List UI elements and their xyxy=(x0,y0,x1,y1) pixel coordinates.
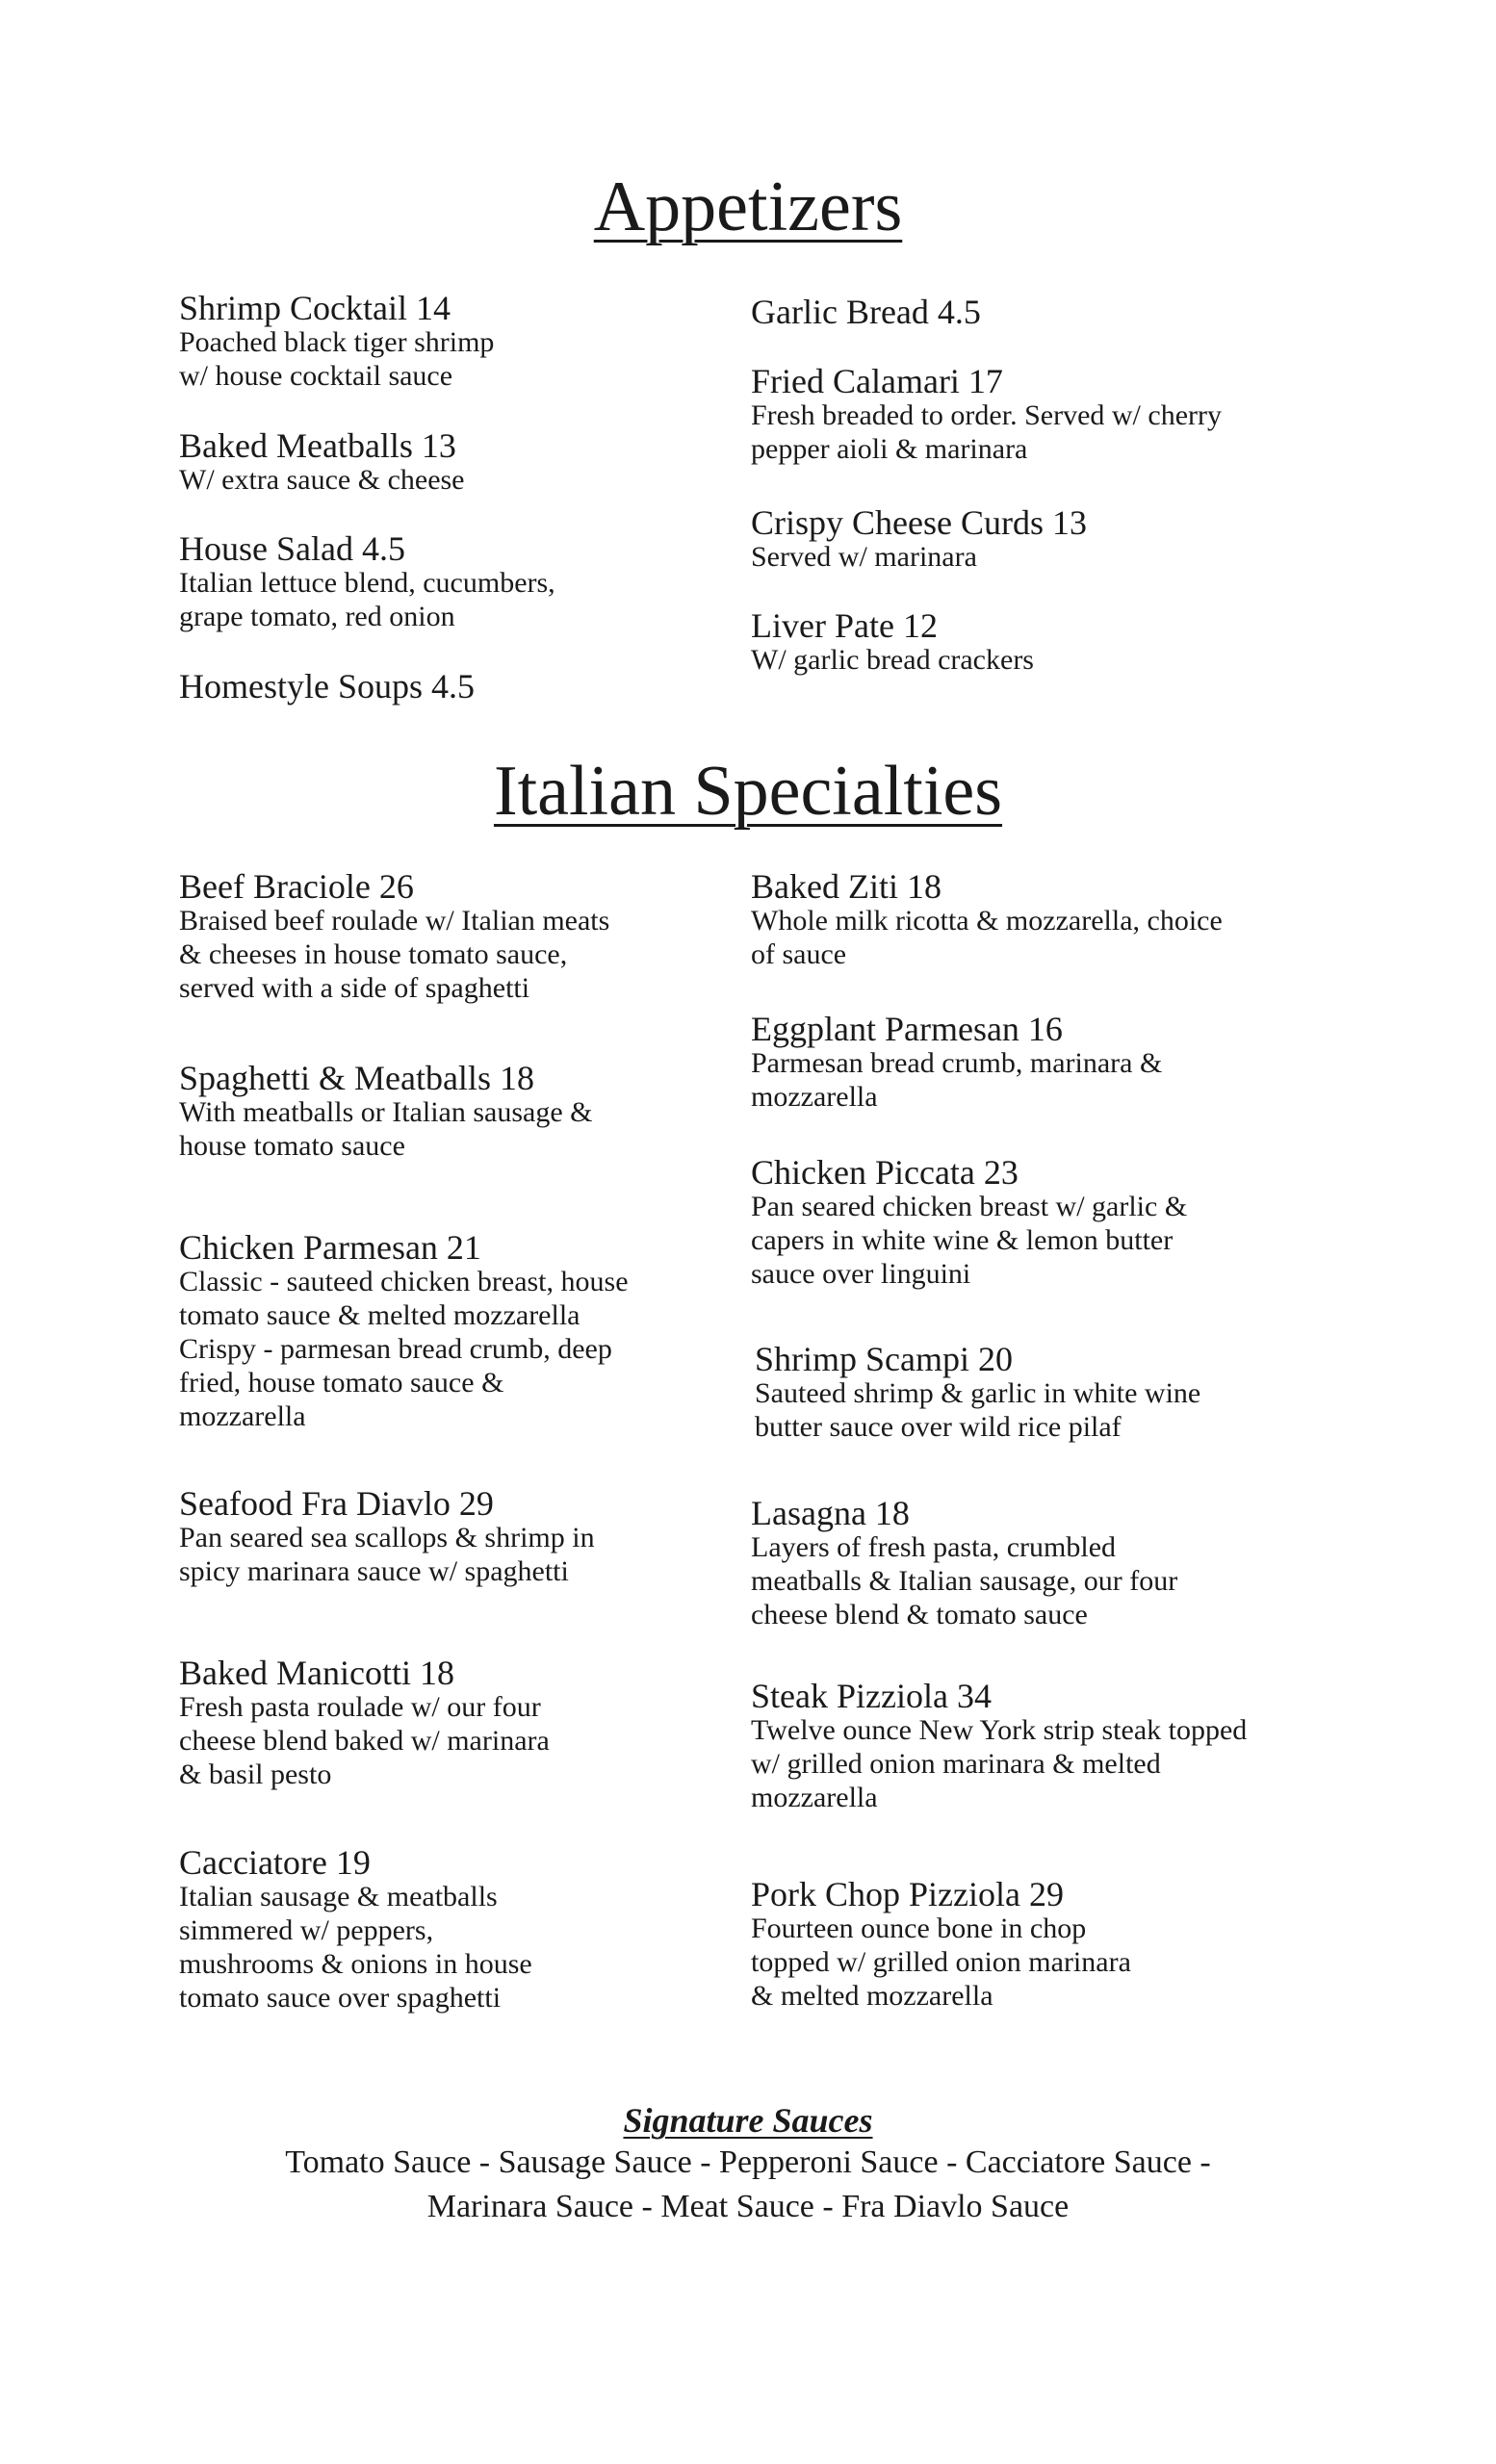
item-name: Eggplant Parmesan 16 xyxy=(751,1010,1063,1048)
item-description: Braised beef roulade w/ Italian meats & cheeses in house tomato sauce, served with a side of spaghetti xyxy=(179,905,610,1004)
signature-sauces xyxy=(0,2100,1496,2229)
item-description: Sauteed shrimp & garlic in white wine butter sauce over wild rice pilaf xyxy=(755,1377,1201,1443)
item-name: Garlic Bread 4.5 xyxy=(751,293,981,331)
menu-item xyxy=(179,531,737,633)
menu-item xyxy=(751,608,1309,677)
item-description: Classic - sauteed chicken breast, house tomato sauce & melted mozzarella Crispy - parmesan bread crumb, deep fried, house tomato sauce & mozzarella xyxy=(179,1266,629,1432)
item-name: House Salad 4.5 xyxy=(179,529,405,568)
item-description: With meatballs or Italian sausage & house tomato sauce xyxy=(179,1096,593,1162)
item-name: Baked Meatballs 13 xyxy=(179,426,456,465)
menu-item xyxy=(755,1342,1313,1444)
item-name: Seafood Fra Diavlo 29 xyxy=(179,1484,494,1523)
item-name: Fried Calamari 17 xyxy=(751,362,1003,400)
item-name: Pork Chop Pizziola 29 xyxy=(751,1875,1064,1913)
menu-item xyxy=(751,364,1309,466)
item-description: Poached black tiger shrimp w/ house cocktail sauce xyxy=(179,326,495,392)
menu-item xyxy=(179,1230,737,1433)
item-description: Whole milk ricotta & mozzarella, choice of sauce xyxy=(751,905,1223,970)
item-name: Lasagna 18 xyxy=(751,1494,910,1532)
item-description: Twelve ounce New York strip steak topped w/ grilled onion marinara & melted mozzarella xyxy=(751,1714,1248,1813)
item-name: Crispy Cheese Curds 13 xyxy=(751,503,1087,542)
menu-item xyxy=(179,1486,737,1588)
menu-item xyxy=(751,1679,1309,1814)
item-description: Fresh breaded to order. Served w/ cherry pepper aioli & marinara xyxy=(751,399,1222,465)
menu-item xyxy=(179,1845,737,2015)
item-name: Liver Pate 12 xyxy=(751,606,938,645)
item-description: Pan seared sea scallops & shrimp in spicy marinara sauce w/ spaghetti xyxy=(179,1522,595,1587)
item-description: Fourteen ounce bone in chop topped w/ grilled onion marinara & melted mozzarella xyxy=(751,1912,1131,2012)
menu-item xyxy=(751,869,1309,971)
item-description: Italian sausage & meatballs simmered w/ peppers, mushrooms & onions in house tomato sauce over spaghetti xyxy=(179,1881,532,2014)
menu-item xyxy=(751,1155,1309,1291)
menu-item xyxy=(751,1012,1309,1114)
menu-item xyxy=(751,1877,1309,2013)
menu-item xyxy=(179,1061,737,1163)
item-name: Shrimp Scampi 20 xyxy=(755,1340,1013,1378)
item-name: Chicken Parmesan 21 xyxy=(179,1228,481,1267)
item-description: Layers of fresh pasta, crumbled meatballs & Italian sausage, our four cheese blend & tomato sauce xyxy=(751,1531,1178,1630)
item-name: Steak Pizziola 34 xyxy=(751,1677,992,1715)
menu-item xyxy=(179,669,737,704)
menu-item xyxy=(179,291,737,393)
item-description: Served w/ marinara xyxy=(751,541,977,573)
item-description: Parmesan bread crumb, marinara & mozzarella xyxy=(751,1047,1163,1113)
item-name: Beef Braciole 26 xyxy=(179,867,414,906)
item-name: Shrimp Cocktail 14 xyxy=(179,289,451,327)
menu-item xyxy=(751,1496,1309,1631)
appetizers-title: Appetizers xyxy=(593,167,903,246)
item-description: W/ garlic bread crackers xyxy=(751,644,1034,676)
sauces-list-line-2: Marinara Sauce - Meat Sauce - Fra Diavlo Sauce xyxy=(426,2189,1070,2224)
item-name: Chicken Piccata 23 xyxy=(751,1153,1019,1192)
item-name: Cacciatore 19 xyxy=(179,1843,371,1882)
sauces-list-line-1: Tomato Sauce - Sausage Sauce - Pepperoni Sauce - Cacciatore Sauce - xyxy=(285,2144,1211,2180)
menu-item xyxy=(179,869,737,1005)
item-description: Fresh pasta roulade w/ our four cheese blend baked w/ marinara & basil pesto xyxy=(179,1691,550,1790)
item-description: Italian lettuce blend, cucumbers, grape tomato, red onion xyxy=(179,567,555,632)
item-name: Baked Ziti 18 xyxy=(751,867,941,906)
italian-specialties-title: Italian Specialties xyxy=(493,752,1003,831)
signature-sauces-title: Signature Sauces xyxy=(623,2101,873,2140)
item-name: Homestyle Soups 4.5 xyxy=(179,667,476,706)
menu-item xyxy=(179,1656,737,1791)
menu-item xyxy=(179,428,737,497)
menu-item xyxy=(751,505,1309,574)
item-name: Baked Manicotti 18 xyxy=(179,1654,454,1692)
item-description: W/ extra sauce & cheese xyxy=(179,464,465,496)
item-description: Pan seared chicken breast w/ garlic & capers in white wine & lemon butter sauce over linguini xyxy=(751,1191,1188,1290)
item-name: Spaghetti & Meatballs 18 xyxy=(179,1059,534,1097)
menu-item xyxy=(751,295,1309,329)
